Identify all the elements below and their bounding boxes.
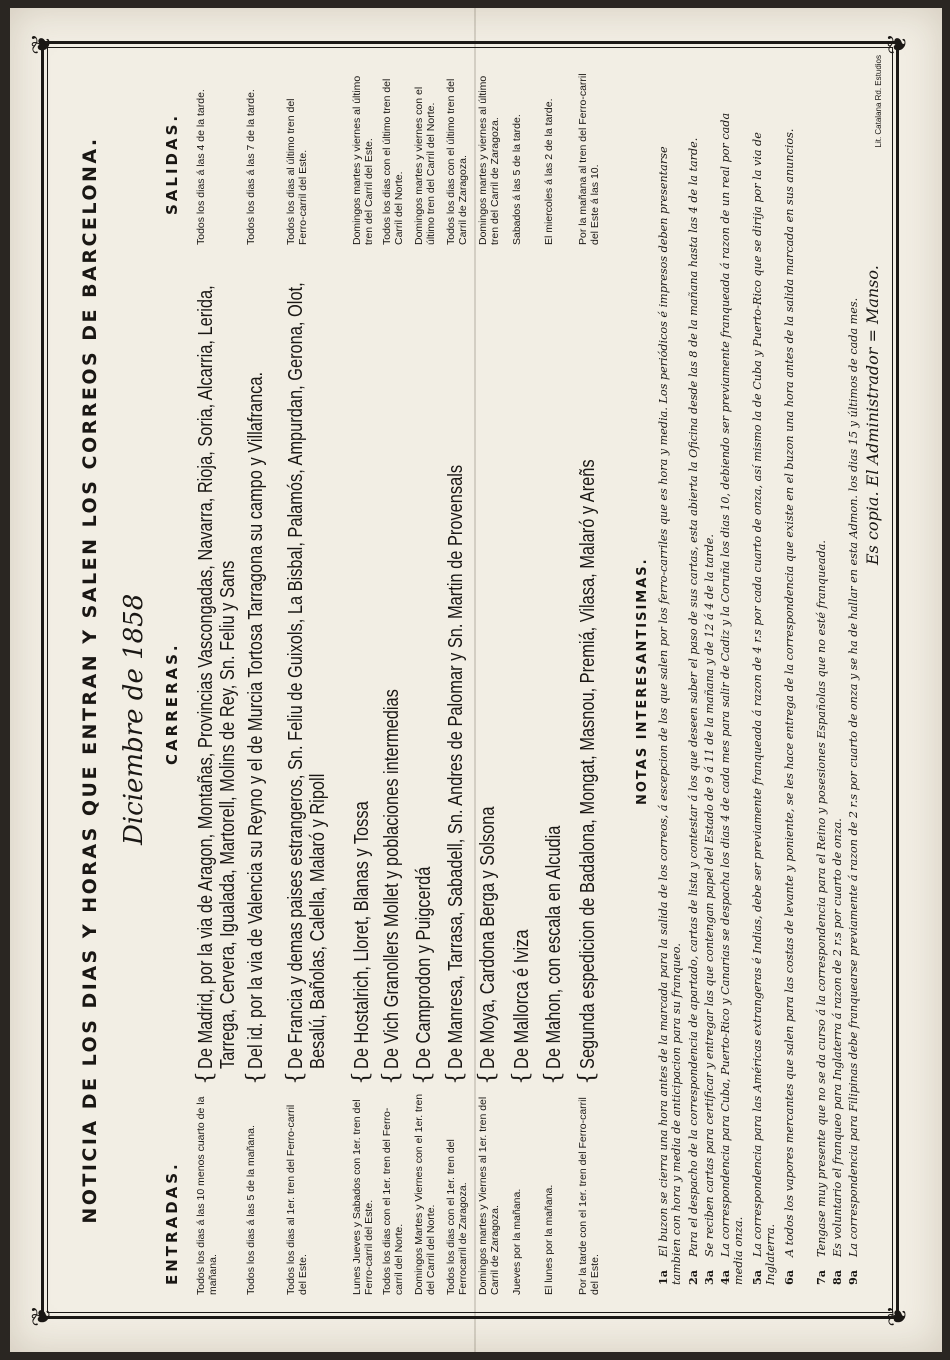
salida-cell: Domingos martes y viernes al último tren del Carril de Zaragoza. <box>477 75 501 245</box>
brace-icon: { <box>379 1071 404 1085</box>
schedule-row <box>195 65 241 1295</box>
note-text: Tengase muy presente que no se da curso á la correspondencia para el Reino y posesiones Españolas que no esté franqueada. <box>815 540 828 1257</box>
brace-icon: { <box>443 1071 468 1085</box>
note-number: 2a <box>686 1269 700 1285</box>
entrada-cell: Lunes Jueves y Sabados con 1er. tren del Ferro-carril del Este. <box>351 1099 375 1295</box>
rotated-document <box>27 33 913 1327</box>
entrada-cell: Por la tarde con el 1er. tren del Ferro-carril del Este. <box>577 1097 601 1295</box>
carrera-cell: De Manresa, Tarrasa, Sabadell, Sn. Andres de Palomar y Sn. Martin de Provensals <box>445 464 467 1069</box>
note-text: La correspondencia para las Américas extrangeras é Indias, debe ser previamente franqueada á razon de 4 r.s por cada cuarto de onza, así mismo la de Cuba y Puerto-Rico que se dirija por la via de Inglaterra. <box>751 132 777 1285</box>
entrada-cell: Domingos Martes y Viernes con el 1er. tren del Carril del Norte. <box>413 1093 437 1295</box>
brace-icon: { <box>411 1071 436 1085</box>
corner-ornament-icon: ❦ <box>883 1305 913 1327</box>
page-title: NOTICIA DE LOS DIAS Y HORAS QUE ENTRAN Y SALEN LOS CORREOS DE BARCELONA. <box>79 136 101 1224</box>
carrera-cell: Del id. por la via de Valencia su Reyno y el de Murcia Tortosa Tarragona su campo y Villafranca. <box>245 371 267 1069</box>
salida-cell: Domingos martes y viernes al último tren del Carril del Este. <box>351 75 375 245</box>
schedule-row <box>245 65 273 1295</box>
notes-heading: NOTAS INTERESANTISIMAS. <box>635 557 650 805</box>
schedule-row <box>413 65 439 1295</box>
brace-icon: { <box>243 1071 268 1085</box>
note-item <box>657 105 683 1285</box>
brace-icon: { <box>541 1071 566 1085</box>
brace-icon: { <box>349 1071 374 1085</box>
brace-icon: { <box>283 1071 308 1085</box>
note-number: 3a <box>702 1269 716 1285</box>
entrada-cell: Domingos martes y Viernes al 1er. tren del Carril de Zaragoza. <box>477 1096 501 1295</box>
brace-icon: { <box>575 1071 600 1085</box>
brace-icon: { <box>475 1071 500 1085</box>
note-item <box>783 105 796 1285</box>
schedule-row <box>381 65 407 1295</box>
salida-cell: Por la mañana al tren del Ferro-carril del Este á las 10. <box>577 73 601 245</box>
salida-cell: Todos los dias con el último tren del Carril del Norte. <box>381 78 405 245</box>
corner-ornament-icon: ❦ <box>27 33 57 55</box>
carrera-cell: De Mahon, con escala en Alcudia <box>543 825 565 1069</box>
schedule-row <box>511 65 535 1295</box>
carrera-cell: Segunda espedicion de Badalona, Mongat, Masnou, Premiá, Vilasa, Malaró y Areñs <box>577 459 599 1069</box>
salida-cell: El miercoles á las 2 de la tarde. <box>543 98 555 245</box>
header-salidas: SALIDAS. <box>163 112 181 215</box>
note-item <box>703 105 716 1285</box>
salida-cell: Todos los dias á las 7 de la tarde. <box>245 89 257 245</box>
note-number: 5a <box>750 1269 764 1285</box>
note-text: La correspondencia para Filipinas debe franquearse previamente á razon de 2 r.s por cuarto de onza y se ha de hallar en esta Admon. los dias 15 y últimos de cada mes. <box>847 297 860 1257</box>
note-number: 6a <box>782 1269 796 1285</box>
header-entradas: ENTRADAS. <box>163 1161 181 1285</box>
carrera-cell: De Mallorca é Iviza <box>511 929 533 1069</box>
entrada-cell: Todos los dias con el 1er. tren del Ferrocarril de Zaragoza. <box>445 1139 469 1295</box>
note-text: Se reciben cartas para certificar y entregar las que contengan papel del Estado de 9 á 11 de la mañana y de 12 á 4 de la tarde. <box>703 534 716 1257</box>
note-number: 7a <box>814 1269 828 1285</box>
salida-cell: Todos los dias con el último tren del Carril de Zaragoza. <box>445 78 469 245</box>
salida-cell: Sabados á las 5 de la tarde. <box>511 114 523 245</box>
note-text: Para el despacho de la correspondencia de apartado, cartas de lista y contestar á los que deseen saber el paso de sus cartas, esta abierta la Oficina desde las 8 de la mañana hasta las 4 de la tarde. <box>687 137 700 1257</box>
note-item <box>719 105 745 1285</box>
document-date: Diciembre de 1858 <box>119 593 149 845</box>
carrera-cell: De Camprodon y Puigcerdá <box>413 866 435 1069</box>
note-item <box>751 105 777 1285</box>
schedule-row <box>445 65 471 1295</box>
note-text: A todos los vapores mercantes que salen para las costas de levante y poniente, se les hace entrega de la correspondencia que existe en el buzon una hora antes de la salida marcada en sus anuncios. <box>783 128 796 1257</box>
note-number: 8a <box>830 1269 844 1285</box>
note-item <box>687 105 700 1285</box>
carrera-cell: De Vich Granollers Mollet y poblaciones intermedias <box>381 689 403 1069</box>
carrera-cell: De Francia y demas paises estrangeros, Sn. Feliu de Guixols, La Bisbal, Palamós, Ampurdan, Gerona, Olot, Besalú, Bañolas, Calella, Malaró y Ripoll <box>285 282 329 1069</box>
entrada-cell: Todos los dias á las 5 de la mañana. <box>245 1125 257 1295</box>
note-number: 1a <box>656 1269 670 1285</box>
carrera-cell: De Moya, Cardona Berga y Solsona <box>477 806 499 1069</box>
note-number: 9a <box>846 1269 860 1285</box>
salida-cell: Todos los dias al último tren del Ferro-carril del Este. <box>285 98 309 245</box>
schedule-row <box>351 65 377 1295</box>
brace-icon: { <box>509 1071 534 1085</box>
note-item <box>815 105 828 1285</box>
schedule-row <box>543 65 567 1295</box>
signature: Es copia. El Administrador = Manso. <box>863 265 882 565</box>
corner-ornament-icon: ❦ <box>27 1305 57 1327</box>
note-text: La correspondencia para Cuba, Puerto-Rico y Canarias se despacha los dias 4 de cada mes para salir de Cadiz y la Coruña los dias 10, debiendo ser previamente franqueada á razon de un real por cada media onza. <box>719 112 745 1285</box>
schedule-row <box>577 65 617 1295</box>
entrada-cell: Todos los dias al 1er. tren del Ferro-carril del Este. <box>285 1104 309 1295</box>
schedule-row <box>285 65 331 1295</box>
note-text: Es voluntario el franqueo para Inglaterra á razon de 2 r.s por cuarto de onza. <box>831 818 844 1257</box>
header-carreras: CARRERAS. <box>163 642 181 765</box>
entrada-cell: Todos los dias con el 1er. tren del Ferro-carril del Norte. <box>381 1107 405 1295</box>
note-text: El buzon se cierra una hora antes de la marcada para la salida de los correos, á escepcion de los que salen por los ferro-carriles que es hora y media. Los periódicos é impresos deben presentarse tambien con hora y media de anticipacion para su franqueo. <box>657 146 683 1285</box>
note-number: 4a <box>718 1269 732 1285</box>
document-sheet <box>10 8 942 1352</box>
note-item <box>847 105 860 1285</box>
entrada-cell: Jueves por la mañana. <box>511 1188 523 1295</box>
note-item <box>831 105 844 1285</box>
salida-cell: Todos los dias á las 4 de la tarde. <box>195 89 207 245</box>
entrada-cell: Todos los dias á las 10 menos cuarto de la mañana. <box>195 1096 219 1295</box>
salida-cell: Domingos martes y viernes con el último tren del Carril del Norte. <box>413 86 437 245</box>
carrera-cell: De Madrid, por la via de Aragon, Montañas, Provincias Vascongadas, Navarra, Rioja, Soria, Alcarria, Lerida, Tarrega, Cervera, Igualada, Martorell, Molins de Rey, Sn. Feliu y Sans <box>195 285 239 1069</box>
corner-ornament-icon: ❦ <box>883 33 913 55</box>
entrada-cell: El lunes por la mañana. <box>543 1184 555 1295</box>
schedule-row <box>477 65 503 1295</box>
carrera-cell: De Hostalrich, Lloret, Blanas y Tossa <box>351 801 373 1069</box>
printer-credit: Lit. Catalana Rd. Estudios <box>874 55 883 148</box>
brace-icon: { <box>193 1071 218 1085</box>
